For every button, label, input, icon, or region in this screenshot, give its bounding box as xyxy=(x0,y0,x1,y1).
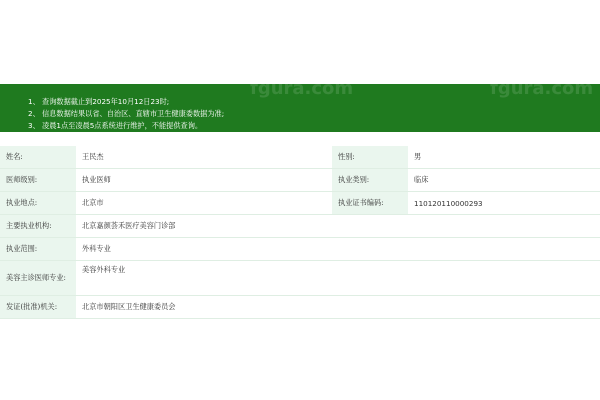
table-row xyxy=(0,169,600,192)
cosmetic-value: 美容外科专业 xyxy=(76,261,600,296)
table-row xyxy=(0,296,600,319)
scope-value: 外科专业 xyxy=(76,238,600,261)
level-label: 医师级别: xyxy=(0,169,76,192)
name-label: 姓名: xyxy=(0,146,76,169)
gender-value: 男 xyxy=(408,146,600,169)
table-row xyxy=(0,215,600,238)
table-row xyxy=(0,192,600,215)
scope-label: 执业范围: xyxy=(0,238,76,261)
table-row xyxy=(0,238,600,261)
table-row xyxy=(0,146,600,169)
notice-item: 2、 信息数据结果以省、自治区、直辖市卫生健康委数据为准; xyxy=(28,109,225,118)
issuer-value: 北京市朝阳区卫生健康委员会 xyxy=(76,296,600,319)
institution-label: 主要执业机构: xyxy=(0,215,76,238)
cosmetic-label: 美容主诊医师专业: xyxy=(0,261,76,296)
cert-label: 执业证书编码: xyxy=(332,192,408,215)
doctor-info-table xyxy=(0,146,600,319)
notice-item: 3、 凌晨1点至凌晨5点系统进行维护，不能提供查询。 xyxy=(28,121,203,130)
location-value: 北京市 xyxy=(76,192,332,215)
watermark: fgura.com xyxy=(250,78,354,99)
institution-value: 北京嘉颜荟禾医疗美容门诊部 xyxy=(76,215,600,238)
location-label: 执业地点: xyxy=(0,192,76,215)
level-value: 执业医师 xyxy=(76,169,332,192)
watermark: fgura.com xyxy=(490,78,594,99)
notice-item: 1、 查询数据截止到2025年10月12日23时; xyxy=(28,97,170,106)
notice-list xyxy=(28,96,224,132)
table-row xyxy=(0,261,600,296)
category-label: 执业类别: xyxy=(332,169,408,192)
notice-banner xyxy=(0,78,600,132)
issuer-label: 发证(批准)机关: xyxy=(0,296,76,319)
cert-value: 110120110000293 xyxy=(408,192,600,215)
gender-label: 性别: xyxy=(332,146,408,169)
name-value: 王民杰 xyxy=(76,146,332,169)
category-value: 临床 xyxy=(408,169,600,192)
